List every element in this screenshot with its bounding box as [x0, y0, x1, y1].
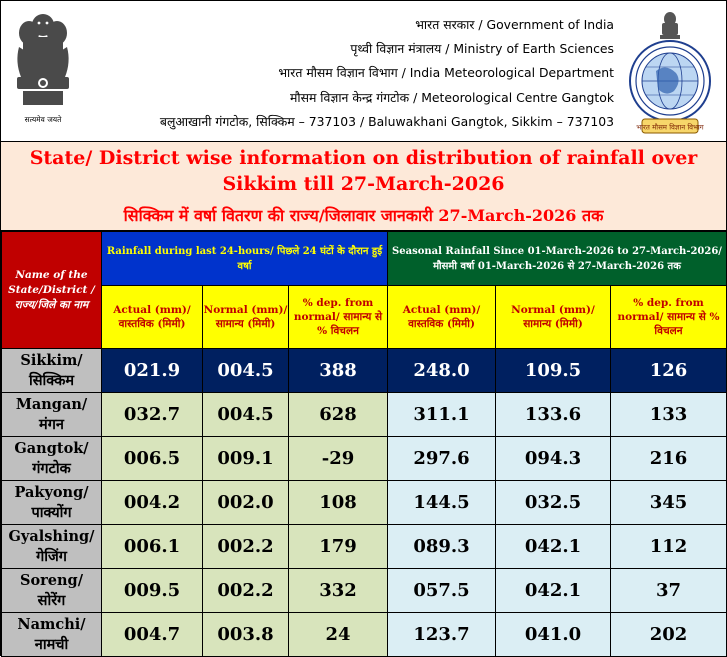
departure-24h-cell: 108: [289, 481, 388, 525]
row-name-cell: Gyalshing/ गेजिंग: [2, 525, 102, 569]
actual-24h-cell: 006.1: [102, 525, 203, 569]
col-header-departure-24h: % dep. from normal/ सामान्य से % विचलन: [289, 286, 388, 349]
report-title: [1, 141, 726, 201]
actual-24h-cell: 006.5: [102, 437, 203, 481]
normal-seasonal-cell: 109.5: [496, 349, 611, 393]
org-line-ministry: पृथ्वी विज्ञान मंत्रालय / Ministry of Earth Sciences: [350, 41, 614, 57]
normal-seasonal-cell: 094.3: [496, 437, 611, 481]
col-header-normal-24h: Normal (mm)/ सामान्य (मिमी): [203, 286, 289, 349]
col-header-normal-seasonal: Normal (mm)/ सामान्य (मिमी): [496, 286, 611, 349]
actual-24h-cell: 009.5: [102, 569, 203, 613]
table-row-gangtok: [2, 437, 727, 481]
emblem-caption: सत्यमेव जयते: [24, 115, 62, 124]
row-name-cell: Pakyong/ पाक्योंग: [2, 481, 102, 525]
actual-24h-cell: 004.2: [102, 481, 203, 525]
last-24h-group-header: Rainfall during last 24-hours/ पिछले 24 घंटों के दौरान हुई वर्षा: [102, 232, 388, 286]
title-line-2: Sikkim till 27-March-2026: [222, 173, 505, 195]
table-row-namchi: [2, 613, 727, 657]
actual-24h-cell: 021.9: [102, 349, 203, 393]
title-hindi-text: सिक्किम में वर्षा वितरण की राज्य/जिलावार जानकारी 27-March-2026 तक: [123, 206, 604, 225]
normal-24h-cell: 009.1: [203, 437, 289, 481]
normal-24h-cell: 002.2: [203, 569, 289, 613]
actual-seasonal-cell: 297.6: [388, 437, 496, 481]
imd-logo-ribbon-text: भारत मौसम विज्ञान विभाग: [636, 123, 704, 132]
actual-24h-cell: 032.7: [102, 393, 203, 437]
imd-logo: [622, 7, 718, 137]
normal-seasonal-cell: 032.5: [496, 481, 611, 525]
departure-24h-cell: 388: [289, 349, 388, 393]
normal-24h-cell: 002.0: [203, 481, 289, 525]
title-line-1: State/ District wise information on distribution of rainfall over: [29, 147, 698, 169]
table-row-pakyong: [2, 481, 727, 525]
table-row-gyalshing: [2, 525, 727, 569]
actual-seasonal-cell: 311.1: [388, 393, 496, 437]
col-header-departure-seasonal: % dep. from normal/ सामान्य से % विचलन: [611, 286, 727, 349]
rainfall-table: [1, 231, 727, 657]
organisation-lines: [160, 13, 614, 134]
report-title-hindi: [1, 200, 726, 231]
departure-seasonal-cell: 112: [611, 525, 727, 569]
seasonal-group-header: Seasonal Rainfall Since 01-March-2026 to 27-March-2026/ मौसमी वर्षा 01-March-2026 से 27-March-2026 तक: [388, 232, 727, 286]
row-name-cell: Gangtok/ गंगटोक: [2, 437, 102, 481]
departure-24h-cell: 332: [289, 569, 388, 613]
departure-24h-cell: 628: [289, 393, 388, 437]
departure-24h-cell: 179: [289, 525, 388, 569]
table-row-sikkim: [2, 349, 727, 393]
departure-24h-cell: -29: [289, 437, 388, 481]
departure-seasonal-cell: 133: [611, 393, 727, 437]
org-line-address: बलुआखानी गंगटोक, सिक्किम – 737103 / Baluwakhani Gangtok, Sikkim – 737103: [159, 113, 614, 129]
col-header-actual-seasonal: Actual (mm)/ वास्तविक (मिमी): [388, 286, 496, 349]
normal-seasonal-cell: 042.1: [496, 569, 611, 613]
lion-capital-icon: [9, 7, 77, 115]
table-row-soreng: [2, 569, 727, 613]
departure-seasonal-cell: 37: [611, 569, 727, 613]
actual-seasonal-cell: 144.5: [388, 481, 496, 525]
national-emblem-logo: [9, 7, 77, 131]
normal-seasonal-cell: 133.6: [496, 393, 611, 437]
row-name-cell: Namchi/ नामची: [2, 613, 102, 657]
org-line-department: भारत मौसम विज्ञान विभाग / India Meteorological Department: [278, 65, 614, 81]
actual-seasonal-cell: 248.0: [388, 349, 496, 393]
departure-24h-cell: 24: [289, 613, 388, 657]
col-header-actual-24h: Actual (mm)/ वास्तविक (मिमी): [102, 286, 203, 349]
report-header: [1, 1, 726, 141]
departure-seasonal-cell: 345: [611, 481, 727, 525]
normal-24h-cell: 004.5: [203, 393, 289, 437]
actual-24h-cell: 004.7: [102, 613, 203, 657]
row-name-cell: Soreng/ सोरेंग: [2, 569, 102, 613]
normal-24h-cell: 002.2: [203, 525, 289, 569]
normal-24h-cell: 003.8: [203, 613, 289, 657]
departure-seasonal-cell: 126: [611, 349, 727, 393]
org-line-centre: मौसम विज्ञान केन्द्र गंगटोक / Meteorological Centre Gangtok: [289, 89, 614, 105]
actual-seasonal-cell: 089.3: [388, 525, 496, 569]
row-name-cell: Mangan/ मंगन: [2, 393, 102, 437]
departure-seasonal-cell: 216: [611, 437, 727, 481]
row-name-cell: Sikkim/ सिक्किम: [2, 349, 102, 393]
actual-seasonal-cell: 123.7: [388, 613, 496, 657]
normal-24h-cell: 004.5: [203, 349, 289, 393]
actual-seasonal-cell: 057.5: [388, 569, 496, 613]
org-line-government: भारत सरकार / Government of India: [415, 17, 614, 32]
normal-seasonal-cell: 041.0: [496, 613, 611, 657]
table-row-mangan: [2, 393, 727, 437]
normal-seasonal-cell: 042.1: [496, 525, 611, 569]
departure-seasonal-cell: 202: [611, 613, 727, 657]
imd-globe-icon: [622, 7, 718, 137]
name-column-header: Name of the State/District / राज्य/जिले का नाम: [2, 232, 102, 349]
